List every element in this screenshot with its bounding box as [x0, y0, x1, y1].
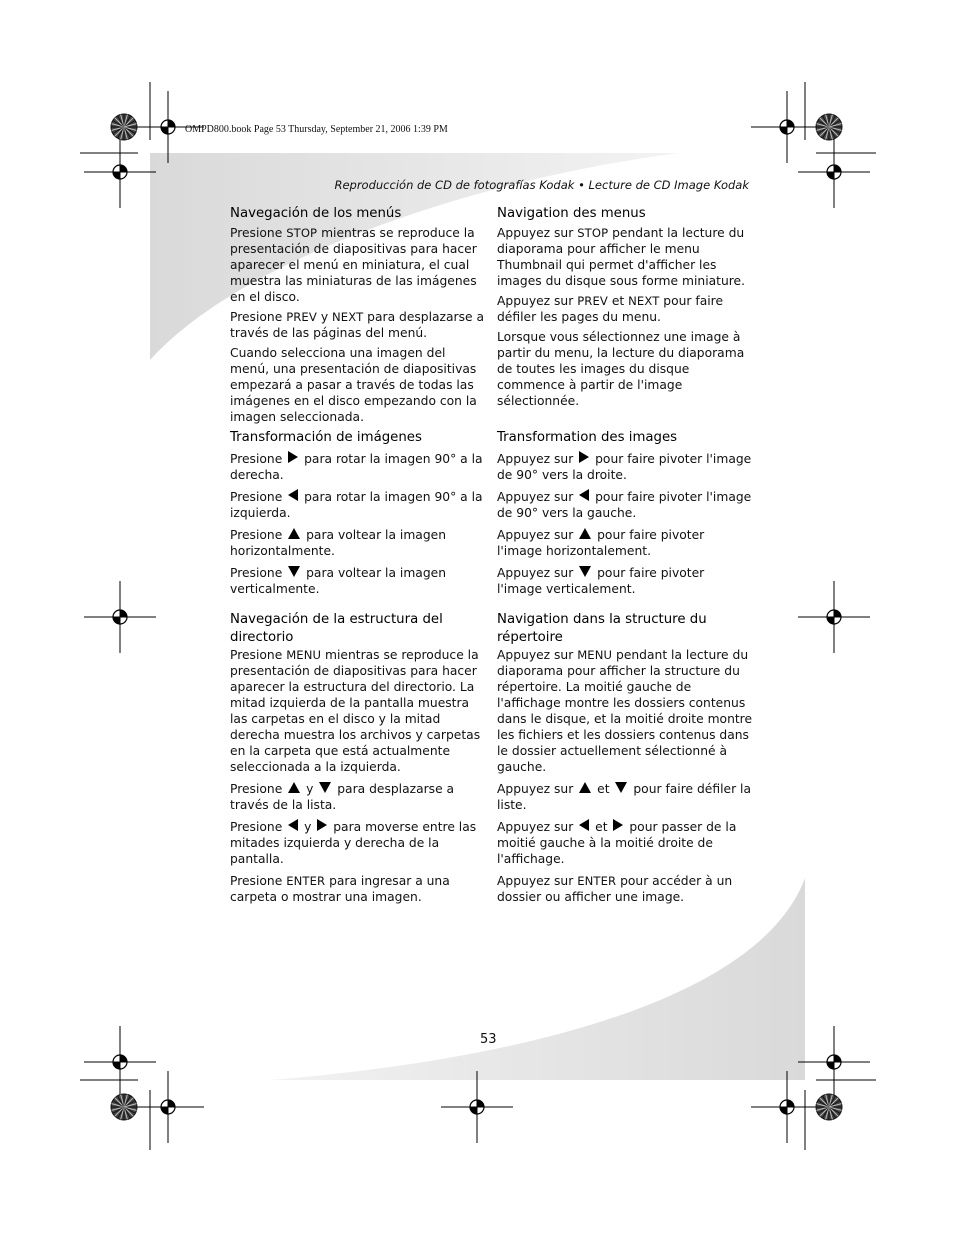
registration-mark-icon	[751, 91, 823, 163]
fr-directory-p3: Appuyez sur et pour passer de la moitié gauche à la moitié droite de l'affichage.	[497, 820, 737, 866]
up-arrow-icon	[579, 528, 591, 539]
es-directory-p4: Presione ENTER para ingresar a una carpeta o mostrar una imagen.	[230, 874, 450, 904]
es-menus-p1: Presione STOP mientras se reproduce la presentación de diapositivas para hacer aparecer el menú en miniatura, el cual muestra las miniaturas de las imágenes en el disco.	[230, 226, 477, 304]
left-arrow-icon	[288, 489, 298, 501]
fr-menus-section	[497, 205, 753, 413]
right-arrow-icon	[288, 451, 298, 463]
registration-mark-icon	[84, 1026, 156, 1098]
fr-menus-p1: Appuyez sur STOP pendant la lecture du diaporama pour afficher le menu Thumbnail qui permet d'afficher les images du disque sous forme miniature.	[497, 226, 746, 288]
down-arrow-icon	[615, 782, 627, 793]
fr-directory-p2: Appuyez sur et pour faire défiler la liste.	[497, 782, 752, 812]
registration-mark-icon	[798, 581, 870, 653]
fr-directory-p4: Appuyez sur ENTER pour accéder à un dossier ou afficher une image.	[497, 874, 733, 904]
es-menus-p3: Cuando selecciona una imagen del menú, una presentación de diapositivas empezará a pasar a través de todas las imágenes en el disco empezando con la imagen seleccionada.	[230, 346, 477, 424]
es-directory-heading: Navegación de la estructura del directorio	[230, 612, 443, 645]
registration-mark-icon	[84, 136, 156, 208]
es-directory-p1: Presione MENU mientras se reproduce la presentación de diapositivas para hacer aparecer la estructura del directorio. La mitad izquierda de la pantalla muestra las carpetas en el disco y la mitad derecha muestra los archivos y carpetas en la carpeta que está actualmente seleccionada a la izquierda.	[230, 648, 481, 774]
fr-directory-heading: Navigation dans la structure du répertoire	[497, 612, 707, 645]
fr-transform-section	[497, 429, 753, 603]
fr-menus-p3: Lorsque vous sélectionnez une image à partir du menu, la lecture du diaporama de toutes les images du disque commence à partir de l'image sélectionnée.	[497, 330, 745, 408]
fr-menus-p2: Appuyez sur PREV et NEXT pour faire défiler les pages du menu.	[497, 294, 724, 324]
fr-transform-p1: Appuyez sur pour faire pivoter l'image de 90° vers la droite.	[497, 452, 752, 482]
color-bar-wheel-icon	[816, 114, 842, 140]
registration-mark-icon	[132, 1071, 204, 1143]
registration-mark-icon	[798, 1026, 870, 1098]
left-arrow-icon	[288, 819, 298, 831]
page-number: 53	[480, 1032, 497, 1047]
es-transform-p2: Presione para rotar la imagen 90° a la izquierda.	[230, 490, 483, 520]
next-key: NEXT	[332, 310, 364, 324]
fr-directory-p1: Appuyez sur MENU pendant la lecture du diaporama pour afficher la structure du répertoire. La moitié gauche de l'affichage montre les dossiers contenus dans le disque, et la moitié droite montre les fichiers et les dossiers contenus dans le dossier actuellement sélectionné à gauche.	[497, 648, 753, 774]
color-bar-wheel-icon	[111, 114, 137, 140]
fr-transform-p4: Appuyez sur pour faire pivoter l'image verticalement.	[497, 566, 705, 596]
es-transform-heading: Transformación de imágenes	[230, 430, 422, 445]
left-arrow-icon	[579, 489, 589, 501]
es-transform-p3: Presione para voltear la imagen horizontalmente.	[230, 528, 447, 558]
stop-key: STOP	[286, 226, 318, 240]
es-directory-p2: Presione y para desplazarse a través de la lista.	[230, 782, 455, 812]
registration-mark-icon	[798, 136, 870, 208]
menu-key: MENU	[286, 648, 322, 662]
es-transform-p1: Presione para rotar la imagen 90° a la derecha.	[230, 452, 483, 482]
right-arrow-icon	[613, 819, 623, 831]
registration-mark-icon	[751, 1071, 823, 1143]
up-arrow-icon	[288, 782, 300, 793]
right-arrow-icon	[317, 819, 327, 831]
es-menus-heading: Navegación de los menús	[230, 206, 402, 221]
es-menus-p2: Presione PREV y NEXT para desplazarse a través de las páginas del menú.	[230, 310, 485, 340]
prev-key: PREV	[577, 294, 608, 308]
color-bar-wheel-icon	[111, 1094, 137, 1120]
enter-key: ENTER	[286, 874, 326, 888]
down-arrow-icon	[579, 566, 591, 577]
menu-key: MENU	[577, 648, 613, 662]
fr-menus-heading: Navigation des menus	[497, 206, 646, 221]
up-arrow-icon	[579, 782, 591, 793]
es-transform-p4: Presione para voltear la imagen verticalmente.	[230, 566, 447, 596]
up-arrow-icon	[288, 528, 300, 539]
stop-key: STOP	[577, 226, 609, 240]
next-key: NEXT	[628, 294, 660, 308]
registration-mark-icon	[441, 1071, 513, 1143]
fr-directory-section	[497, 611, 753, 909]
running-header: Reproducción de CD de fotografías Kodak • Lecture de CD Image Kodak	[334, 178, 749, 192]
registration-mark-icon	[84, 581, 156, 653]
fr-transform-p3: Appuyez sur pour faire pivoter l'image horizontalement.	[497, 528, 705, 558]
enter-key: ENTER	[577, 874, 617, 888]
down-arrow-icon	[319, 782, 331, 793]
left-arrow-icon	[579, 819, 589, 831]
es-directory-section	[230, 611, 484, 909]
prev-key: PREV	[286, 310, 317, 324]
fr-transform-p2: Appuyez sur pour faire pivoter l'image de 90° vers la gauche.	[497, 490, 752, 520]
book-info: OMPD800.book Page 53 Thursday, September 21, 2006 1:39 PM	[185, 124, 448, 135]
right-arrow-icon	[579, 451, 589, 463]
es-transform-section	[230, 429, 484, 603]
es-directory-p3: Presione y para moverse entre las mitades izquierda y derecha de la pantalla.	[230, 820, 477, 866]
fr-transform-heading: Transformation des images	[497, 430, 678, 445]
color-bar-wheel-icon	[816, 1094, 842, 1120]
es-menus-section	[230, 205, 484, 429]
down-arrow-icon	[288, 566, 300, 577]
